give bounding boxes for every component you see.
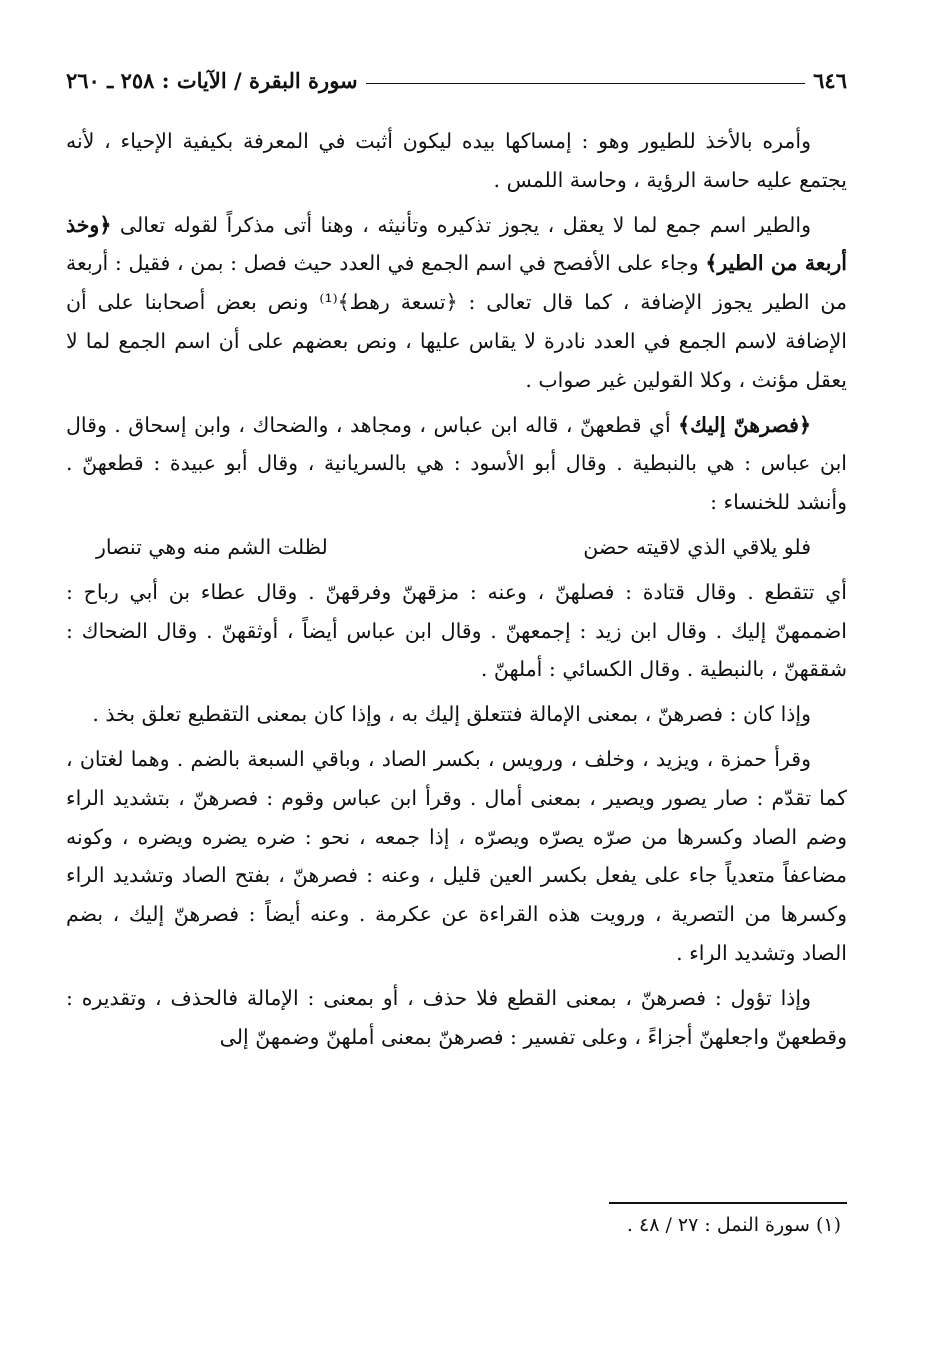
paragraph-text: وإذا كان : فصرهنّ ، بمعنى الإمالة فتتعلق إليك به ، وإذا كان بمعنى التقطيع تعلق بخذ . [92, 702, 811, 727]
poetry-verse [96, 528, 811, 567]
paragraph-text: وأمره بالأخذ للطيور وهو : إمساكها بيده ليكون أثبت في المعرفة بكيفية الإحياء ، لأنه يجتمع عليه حاسة الرؤية ، وحاسة اللمس . [66, 129, 847, 192]
paragraph-text: أي تتقطع . وقال قتادة : فصلهنّ ، وعنه : مزقهنّ وفرقهنّ . وقال عطاء بن أبي رباح : اضممهنّ إليك . وقال ابن زيد : إجمعهنّ . وقال ابن عباس أيضاً ، أوثقهنّ . وقال الضحاك : شققهنّ ، بالنبطية . وقال الكسائي : أملهنّ . [66, 579, 847, 682]
paragraph-5 [66, 695, 847, 734]
verse-first-hemistich: فلو يلاقي الذي لاقيته حضن [583, 534, 811, 559]
page-number: ٦٤٦ [813, 67, 847, 93]
running-title: سورة البقرة / الآيات : ٢٥٨ ـ ٢٦٠ [66, 67, 358, 93]
paragraph-text: أي قطعهنّ ، قاله ابن عباس ، ومجاهد ، والضحاك ، وابن إسحاق . وقال ابن عباس : هي بالنبطية . وقال أبو الأسود : هي بالسريانية ، وقال أبو عبيدة : قطعهنّ . وأنشد للخنساء : [66, 412, 847, 515]
header-rule [366, 83, 806, 84]
quran-quote: ﴿فصرهنّ إليك﴾ [678, 412, 811, 437]
page-body [66, 122, 847, 1062]
paragraph-text: وإذا تؤول : فصرهنّ ، بمعنى القطع فلا حذف ، أو بمعنى : الإمالة فالحذف ، وتقديره : وقطعهنّ واجعلهنّ أجزاءً ، وعلى تفسير : فصرهنّ بمعنى أملهنّ وضمهنّ إلى [66, 985, 847, 1049]
paragraph-6 [66, 740, 847, 973]
paragraph-text: وقرأ حمزة ، ويزيد ، وخلف ، ورويس ، بكسر الصاد ، وباقي السبعة بالضم . وهما لغتان ، كما تقدّم : صار يصور ويصير ، بمعنى أمال . وقرأ ابن عباس وقوم : فصرهنّ ، بتشديد الراء وضم الصاد وكسرها من صرّه يصرّه ويصرّه ، إذا جمعه ، نحو : ضره يضره ويضره ، وكونه مضاعفاً متعدياً جاء على يفعل بكسر العين قليل ، وعنه : فصرهنّ ، بفتح الصاد وتشديد الراء وكسرها من التصرية ، ورويت هذه القراءة عن عكرمة . وعنه أيضاً : فصرهنّ إليك ، بضم الصاد وتشديد الراء . [66, 746, 847, 965]
paragraph-7 [66, 979, 847, 1057]
footnote-separator [609, 1202, 847, 1204]
footnote: (١) سورة النمل : ٢٧ / ٤٨ . [626, 1214, 841, 1236]
paragraph-3 [66, 406, 847, 522]
paragraph-1 [66, 122, 847, 200]
page-header [66, 62, 847, 98]
paragraph-text: وجاء على الأفصح في اسم الجمع في العدد حيث فصل : بمن ، فقيل : أربعة من الطير يجوز الإضافة ، كما قال تعالى : ﴿تسعة رهط﴾⁽¹⁾ ونص بعض أصحابنا على أن الإضافة لاسم الجمع في العدد نادرة لا يقاس عليها ، ونص بعضهم على أن اسم الجمع لما لا يعقل مؤنث ، وكلا القولين غير صواب . [66, 251, 847, 392]
paragraph-4 [66, 573, 847, 689]
verse-second-hemistich: لظلت الشم منه وهي تنصار [96, 534, 328, 559]
quran-quote: ﴿وخذ أربعة من الطير﴾ [66, 212, 847, 276]
paragraph-text: والطير اسم جمع لما لا يعقل ، يجوز تذكيره وتأنيثه ، وهنا أتى مذكراً لقوله تعالى [111, 212, 811, 237]
paragraph-2 [66, 206, 847, 400]
